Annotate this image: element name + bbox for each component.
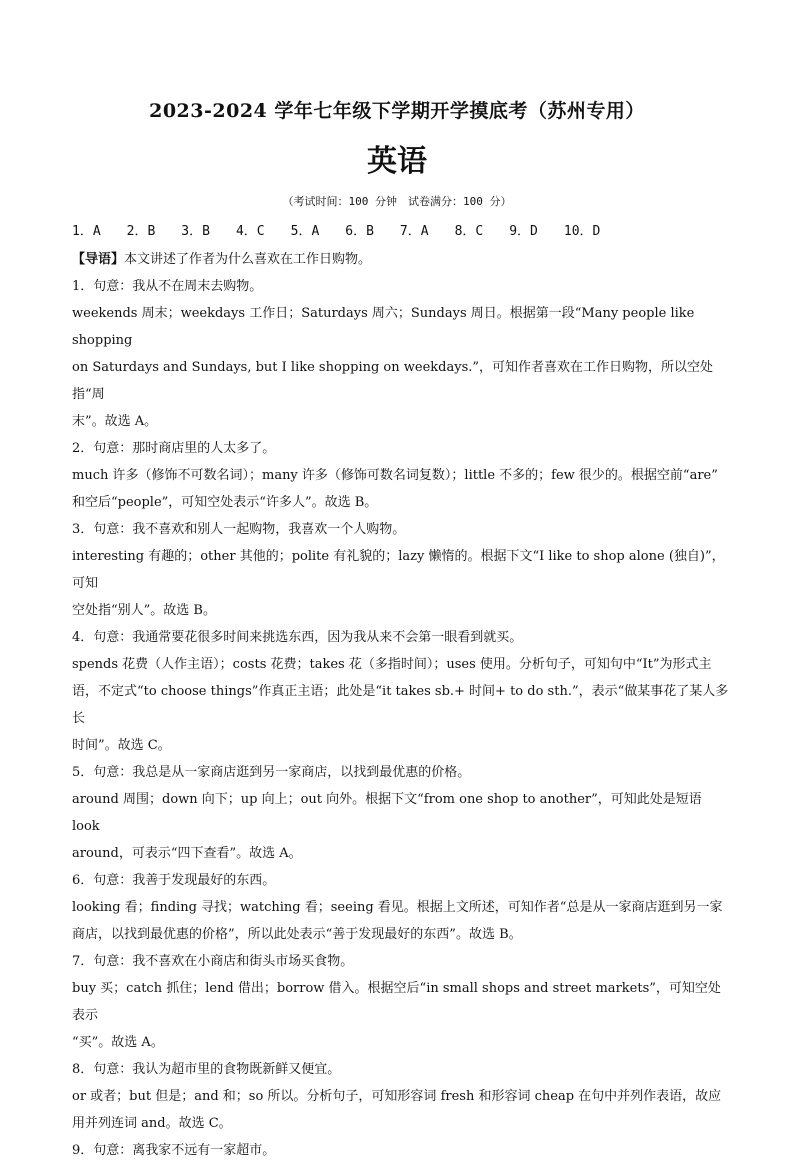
text-line: 6．句意：我善于发现最好的东西。 xyxy=(72,873,276,888)
text-line: 空处指“别人”。故选 B。 xyxy=(72,603,216,618)
text-line: 4．句意：我通常要花很多时间来挑选东西，因为我从来不会第一眼看到就买。 xyxy=(72,630,523,645)
answer-key: 1．A 2．B 3．B 4．C 5．A 6．B 7．A 8．C 9．D 10．D xyxy=(72,224,601,239)
text-line: on Saturdays and Sundays, but I like shopping on weekdays.”，可知作者喜欢在工作日购物，所以空处指“周 xyxy=(72,360,714,402)
text-line: 语，不定式“to choose things”作真正主语；此处是“it takes sb.+ 时间+ to do sth.”，表示“做某事花了某人多长 xyxy=(72,684,729,726)
text-line: around，可表示“四下查看”。故选 A。 xyxy=(72,846,302,861)
text-line: 用并列连词 and。故选 C。 xyxy=(72,1116,232,1131)
text-line: buy 买；catch 抓住；lend 借出；borrow 借入。根据空后“in small shops and street markets”，可知空处表示 xyxy=(72,981,721,1023)
subject-title: 英语 xyxy=(367,144,427,179)
text-line: much 许多（修饰不可数名词）；many 许多（修饰可数名词复数）；little 不多的；few 很少的。根据空前“are” xyxy=(72,468,718,483)
text-line: spends 花费（人作主语）；costs 花费；takes 花（多指时间）；uses 使用。分析句子，可知句中“It”为形式主 xyxy=(72,657,712,672)
text-line: 5．句意：我总是从一家商店逛到另一家商店，以找到最优惠的价格。 xyxy=(72,765,471,780)
exam-info: （考试时间：100 分钟 试卷满分：100 分） xyxy=(282,195,512,208)
guide-paragraph xyxy=(72,246,732,273)
text-line: 3．句意：我不喜欢和别人一起购物，我喜欢一个人购物。 xyxy=(72,522,406,537)
text-line: 时间”。故选 C。 xyxy=(72,738,171,753)
text-line: or 或者；but 但是；and 和；so 所以。分析句子，可知形容词 fresh 和形容词 cheap 在句中并列作表语，故应 xyxy=(72,1089,722,1104)
guide-text: 本文讲述了作者为什么喜欢在工作日购物。 xyxy=(124,252,372,267)
explanation-body xyxy=(72,246,732,1164)
text-line: 1．句意：我从不在周末去购物。 xyxy=(72,279,263,294)
text-line: 8．句意：我认为超市里的食物既新鲜又便宜。 xyxy=(72,1062,341,1077)
text-line: 末”。故选 A。 xyxy=(72,414,158,429)
text-line: looking 看；finding 寻找；watching 看；seeing 看见。根据上文所述，可知作者“总是从一家商店逛到另一家 xyxy=(72,900,723,915)
text-line: 和空后“people”，可知空处表示“许多人”。故选 B。 xyxy=(72,495,378,510)
text-line: around 周围；down 向下；up 向上；out 向外。根据下文“from one shop to another”，可知此处是短语 look xyxy=(72,792,702,834)
text-line: 商店，以找到最优惠的价格”，所以此处表示“善于发现最好的东西”。故选 B。 xyxy=(72,927,522,942)
text-line: 9．句意：离我家不远有一家超市。 xyxy=(72,1143,276,1158)
text-line: weekends 周末；weekdays 工作日；Saturdays 周六；Sundays 周日。根据第一段“Many people like shopping xyxy=(72,306,695,348)
text-line: 2．句意：那时商店里的人太多了。 xyxy=(72,441,276,456)
text-line: interesting 有趣的；other 其他的；polite 有礼貌的；lazy 懒惰的。根据下文“I like to shop alone (独自)”，可知 xyxy=(72,549,725,591)
text-line: 7．句意：我不喜欢在小商店和街头市场买食物。 xyxy=(72,954,354,969)
text-line: “买”。故选 A。 xyxy=(72,1035,164,1050)
page-title: 2023-2024 学年七年级下学期开学摸底考（苏州专用） xyxy=(149,100,645,122)
guide-tag: 【导语】 xyxy=(72,252,125,267)
